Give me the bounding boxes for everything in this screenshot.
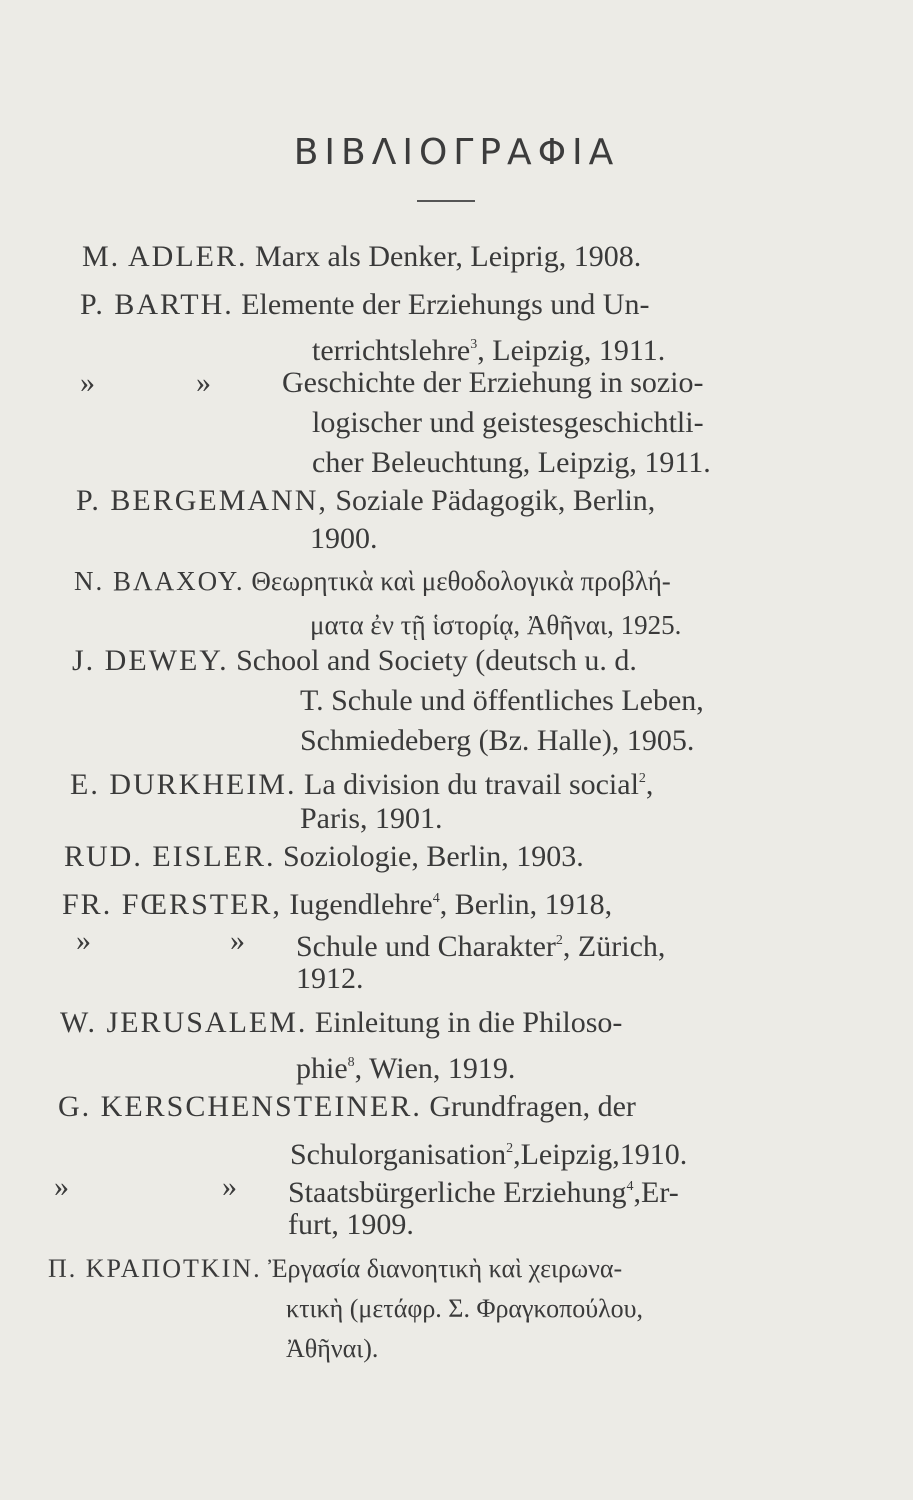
entry-text: phie <box>296 1052 348 1085</box>
entry-author: RUD. EISLER. <box>64 840 276 873</box>
entry-text: κτικὴ (μετάφρ. Σ. Φραγκοπούλου, <box>286 1294 644 1323</box>
entry-text: Soziologie, Berlin, 1903. <box>283 840 584 873</box>
entry-text: logischer und geistesgeschichtli- <box>312 406 704 439</box>
entry-text: Geschichte der Erziehung in sozio- <box>282 366 704 399</box>
entry-text: Elemente der Erziehungs und Un- <box>241 288 650 321</box>
ditto-mark: » <box>80 366 95 399</box>
bibliography-line <box>300 684 704 718</box>
edition-number: 2 <box>555 933 563 948</box>
entry-text: Einleitung in die Philoso- <box>314 1006 623 1039</box>
entry-text: , Berlin, 1918, <box>439 888 613 921</box>
entry-text: School and Society (deutsch u. d. <box>236 644 637 677</box>
bibliography-line <box>312 328 665 368</box>
entry-text: 1912. <box>296 962 364 995</box>
entry-text: cher Beleuchtung, Leipzig, 1911. <box>312 446 711 479</box>
bibliography-line <box>54 1170 69 1204</box>
entry-text: Schule und Charakter <box>296 930 556 963</box>
bibliography-line <box>310 522 378 556</box>
entry-text: Schulorganisation <box>290 1138 507 1171</box>
entry-author: E. DURKHEIM. <box>70 768 297 801</box>
edition-number: 4 <box>432 891 440 906</box>
bibliography-line <box>80 366 95 400</box>
title-rule <box>417 200 475 202</box>
entry-text: Θεωρητικὰ καὶ μεθοδολογικὰ προβλή- <box>251 566 671 596</box>
bibliography-line <box>62 882 612 922</box>
entry-text: ,Leipzig,1910. <box>513 1138 688 1171</box>
bibliography-line <box>222 1170 237 1204</box>
entry-author: M. ADLER. <box>82 240 248 273</box>
bibliography-line <box>48 1252 622 1286</box>
bibliography-line <box>296 962 364 996</box>
entry-text: Soziale Pädagogik, Berlin, <box>335 484 656 517</box>
edition-number: 2 <box>638 771 646 786</box>
ditto-mark: » <box>230 924 245 957</box>
entry-text: La division du travail social <box>304 768 639 801</box>
entry-author: FR. FŒRSTER, <box>62 888 282 921</box>
bibliography-line <box>76 484 655 518</box>
bibliography-line <box>312 406 704 440</box>
entry-text: T. Schule und öffentliches Leben, <box>300 684 704 717</box>
entry-text: terrichtslehre <box>312 334 471 367</box>
entry-author: W. JERUSALEM. <box>60 1006 308 1039</box>
bibliography-line <box>282 366 704 400</box>
bibliography-line <box>288 1170 679 1210</box>
entry-text: Paris, 1901. <box>300 802 443 835</box>
bibliography-line <box>64 840 584 874</box>
bibliography-line <box>76 924 91 958</box>
ditto-mark: » <box>76 924 91 957</box>
bibliography-line <box>60 1006 622 1040</box>
entry-text: Staatsbürgerliche Erziehung <box>288 1176 627 1209</box>
edition-number: 2 <box>506 1141 514 1156</box>
entry-text: ματα ἐν τῇ ἱστορίᾳ, Ἀθῆναι, 1925. <box>310 610 682 640</box>
bibliography-line <box>296 1046 515 1086</box>
entry-text: , Wien, 1919. <box>354 1052 516 1085</box>
bibliography-line <box>58 1090 636 1124</box>
edition-number: 3 <box>470 337 478 352</box>
bibliography-line <box>72 644 637 678</box>
bibliography-line <box>82 240 641 274</box>
entry-text: Grundfragen, der <box>429 1090 636 1123</box>
entry-text: , Leipzig, 1911. <box>477 334 666 367</box>
entry-author: P. BERGEMANN, <box>76 484 328 517</box>
entry-text: Marx als Denker, Leiprig, 1908. <box>255 240 642 273</box>
entry-author: G. KERSCHENSTEINER. <box>58 1090 422 1123</box>
entry-text: Iugendlehre <box>289 888 433 921</box>
bibliography-line <box>310 608 681 642</box>
bibliography-line <box>286 1292 643 1326</box>
bibliography-line <box>300 724 694 758</box>
bibliography-line <box>290 1132 687 1172</box>
bibliography-line <box>196 366 211 400</box>
entry-author: J. DEWEY. <box>72 644 229 677</box>
entry-author: N. ΒΛΑΧΟΥ. <box>74 566 245 596</box>
bibliography-line <box>230 924 245 958</box>
entry-text: , Zürich, <box>562 930 666 963</box>
entry-text: , <box>645 768 654 801</box>
entry-text: furt, 1909. <box>288 1208 414 1241</box>
edition-number: 8 <box>347 1055 355 1070</box>
entry-text: Ἐργασία διανοητικὴ καὶ χειρωνα- <box>268 1254 623 1283</box>
bibliography-line <box>312 446 711 480</box>
bibliography-line <box>74 564 671 598</box>
entry-author: Π. ΚΡΑΠΟΤΚΙΝ. <box>48 1254 262 1283</box>
page-title: ΒΙΒΛΙΟΓΡΑΦΙΑ <box>293 132 620 173</box>
bibliography-line <box>300 802 443 836</box>
entry-text: Ἀθῆναι). <box>286 1334 379 1363</box>
ditto-mark: » <box>54 1170 69 1203</box>
entry-text: Schmiedeberg (Bz. Halle), 1905. <box>300 724 695 757</box>
bibliography-line <box>286 1332 378 1366</box>
bibliography-line <box>288 1208 414 1242</box>
entry-text: ,Er- <box>633 1176 679 1209</box>
bibliography-line <box>70 762 653 802</box>
ditto-mark: » <box>196 366 211 399</box>
bibliography-line <box>296 924 665 964</box>
edition-number: 4 <box>626 1179 634 1194</box>
bibliography-line <box>80 288 649 322</box>
entry-author: P. BARTH. <box>80 288 234 321</box>
ditto-mark: » <box>222 1170 237 1203</box>
entry-text: 1900. <box>310 522 378 555</box>
